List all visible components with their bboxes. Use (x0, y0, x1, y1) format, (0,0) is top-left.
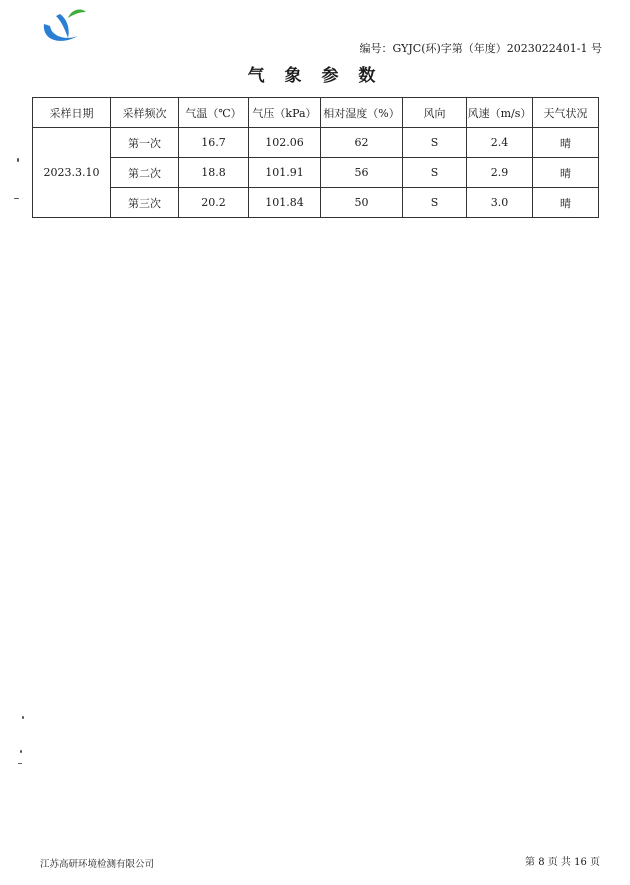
footer-page-number: 第 8 页 共 16 页 (525, 857, 600, 868)
footer-company-name: 江苏高研环境检测有限公司 (40, 859, 155, 870)
scan-speck (17, 158, 19, 162)
sampling-date-cell: 2023.3.10 (33, 128, 111, 218)
header-wind-speed: 风速（m/s） (467, 98, 533, 128)
header-pressure: 气压（kPa） (249, 98, 321, 128)
temperature-cell: 16.7 (179, 128, 249, 158)
logo-blue-stem (56, 14, 69, 38)
header-sampling-date: 采样日期 (33, 98, 111, 128)
pressure-cell: 102.06 (249, 128, 321, 158)
scan-speck (20, 750, 22, 753)
wind-direction-cell: S (403, 128, 467, 158)
page-title: 气 象 参 数 (247, 66, 383, 86)
pressure-cell: 101.91 (249, 158, 321, 188)
table-header-row (33, 98, 599, 128)
weather-cell: 晴 (533, 188, 599, 218)
header-temperature: 气温（℃） (179, 98, 249, 128)
humidity-cell: 62 (321, 128, 403, 158)
wind-speed-cell: 2.9 (467, 158, 533, 188)
frequency-cell: 第一次 (111, 128, 179, 158)
temperature-cell: 18.8 (179, 158, 249, 188)
weather-cell: 晴 (533, 128, 599, 158)
logo-blue-swoosh (44, 24, 78, 41)
wind-direction-cell: S (403, 158, 467, 188)
wind-direction-cell: S (403, 188, 467, 218)
logo-green-leaf (68, 10, 86, 18)
header-wind-direction: 风向 (403, 98, 467, 128)
wind-speed-cell: 3.0 (467, 188, 533, 218)
weather-cell: 晴 (533, 158, 599, 188)
table-row (33, 188, 599, 218)
company-logo (38, 6, 98, 48)
weather-parameters-table (32, 97, 599, 218)
humidity-cell: 50 (321, 188, 403, 218)
frequency-cell: 第三次 (111, 188, 179, 218)
header-weather: 天气状况 (533, 98, 599, 128)
table-row (33, 128, 599, 158)
wind-speed-cell: 2.4 (467, 128, 533, 158)
table-row (33, 158, 599, 188)
humidity-cell: 56 (321, 158, 403, 188)
scan-speck (14, 198, 19, 199)
scan-speck (22, 716, 24, 719)
scan-speck (18, 763, 22, 764)
pressure-cell: 101.84 (249, 188, 321, 218)
document-number: 编号：GYJC(环)字第（年度）2023022401-1 号 (359, 42, 602, 55)
frequency-cell: 第二次 (111, 158, 179, 188)
header-sampling-frequency: 采样频次 (111, 98, 179, 128)
header-humidity: 相对湿度（%） (321, 98, 403, 128)
temperature-cell: 20.2 (179, 188, 249, 218)
